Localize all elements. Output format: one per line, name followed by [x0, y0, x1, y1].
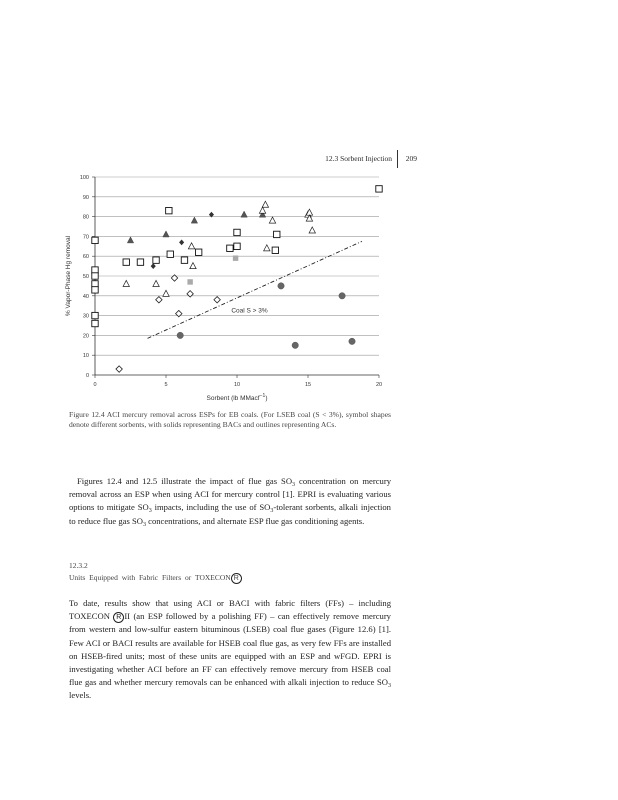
- x-tick-label: 15: [304, 382, 312, 388]
- figure-label: Figure 12.4: [69, 410, 105, 419]
- p2-sub: 3: [387, 683, 391, 690]
- data-point-square-open: [92, 237, 98, 243]
- subsection-title: [69, 573, 242, 584]
- data-point-square-open: [137, 259, 143, 265]
- p1-sub-d: 3: [142, 521, 146, 528]
- p2-text-b: II (an ESP followed by a polishing FF) – can effectively remove mercury from western and low-sulfur eastern bituminous (LSEB) coal flue gases (Figure 12.6) [1]. Few ACI or BACI results are available for HSEB coal flue gas, as very few FFs are installed on HSEB-fired units; most of these units are equipped with an ESP and wFGD. EPRI is investigating whether ACI before an FF can effectively remove mercury from HSEB coal flue gas and whether mercury removals can be enhanced with alkali injection to reduce SO: [69, 611, 391, 688]
- p2-text-c: levels.: [69, 690, 92, 701]
- y-tick-label: 80: [82, 214, 89, 221]
- x-tick-label: 20: [375, 382, 383, 388]
- figure-caption-text: ACI mercury removal across ESPs for EB coals. (For LSEB coal (S < 3%), symbol shapes denote different sorbents, with solids representing BACs and outlines representing ACs.: [69, 410, 392, 429]
- x-tick-label: 0: [93, 382, 97, 388]
- data-point-square-open: [274, 231, 280, 237]
- data-point-square-open: [272, 247, 278, 253]
- y-tick-label: 90: [82, 194, 89, 201]
- running-header: [300, 150, 418, 170]
- p1-sub-b: 3: [148, 508, 152, 515]
- p1-text-d: -tolerant sorbents, alkali injection to reduce flue gas SO: [69, 502, 391, 526]
- data-point-square-open: [195, 249, 201, 255]
- data-point-diamond-open: [214, 297, 220, 303]
- data-point-square-open: [92, 312, 98, 318]
- data-point-circle-filled: [292, 342, 298, 348]
- data-point-diamond-open: [116, 366, 122, 372]
- data-point-square-open: [227, 245, 233, 251]
- data-point-circle-filled: [339, 293, 345, 299]
- registered-mark-icon: R: [231, 573, 242, 584]
- data-point-square-open: [234, 243, 240, 249]
- registered-mark-icon: R: [113, 612, 124, 623]
- data-point-triangle-open: [309, 227, 315, 233]
- data-point-circle-filled: [349, 338, 355, 344]
- data-point-triangle-open: [262, 201, 268, 207]
- data-point-square-open: [234, 229, 240, 235]
- data-point-triangle-filled: [127, 237, 133, 243]
- data-point-diamond-filled: [179, 239, 184, 245]
- x-axis-label-main: Sorbent (lb MMacf: [206, 395, 260, 402]
- x-tick-label: 10: [233, 382, 241, 388]
- body-paragraph-1: [69, 475, 391, 528]
- data-point-triangle-open: [269, 217, 275, 223]
- data-point-triangle-open: [163, 290, 169, 296]
- data-point-triangle-open: [188, 243, 194, 249]
- x-axis-label-sup: −1: [259, 393, 266, 399]
- p1-text-c: impacts, including the use of SO: [151, 502, 271, 513]
- data-point-triangle-filled: [191, 217, 197, 223]
- p1-text-a: Figures 12.4 and 12.5 illustrate the impact of flue gas SO: [77, 476, 293, 486]
- data-point-square-open: [92, 287, 98, 293]
- data-point-square-open: [123, 259, 129, 265]
- data-point-triangle-filled: [241, 211, 247, 217]
- data-point-square-open: [167, 251, 173, 257]
- y-tick-label: 30: [82, 313, 89, 320]
- p1-sub-a: 3: [292, 482, 296, 488]
- data-point-square-open: [376, 186, 382, 192]
- y-tick-label: 50: [82, 274, 89, 280]
- y-tick-label: 70: [82, 234, 89, 241]
- data-point-triangle-open: [259, 207, 265, 213]
- p2-text-a: To date, results show that using ACI or BACI with fabric filters (FFs) – including TOXECON: [69, 598, 391, 622]
- running-header-section: 12.3 Sorbent Injection: [325, 154, 392, 163]
- header-divider: [397, 150, 398, 168]
- body-paragraph-2: [69, 597, 391, 703]
- p1-text-b: concentration on mercury removal across an ESP when using ACI for mercury control [1]. EPRI is evaluating various options to mitigate SO: [69, 476, 392, 513]
- data-point-triangle-open: [123, 280, 129, 286]
- x-axis-label: [207, 393, 268, 402]
- data-point-square-open: [181, 257, 187, 263]
- y-tick-label: 40: [82, 293, 89, 300]
- page-number: 209: [405, 154, 417, 163]
- figure-caption: [69, 410, 391, 430]
- data-point-triangle-open: [264, 245, 270, 251]
- data-point-triangle-filled: [163, 231, 169, 237]
- data-point-square-open: [92, 267, 98, 273]
- data-point-square-open: [92, 273, 98, 279]
- data-point-square-gray: [187, 279, 192, 284]
- p1-text-e: concentrations, and alternate ESP flue gas conditioning agents.: [146, 515, 365, 526]
- data-point-square-open: [166, 207, 172, 213]
- x-axis-label-tail: ): [265, 395, 268, 402]
- x-tick-label: 5: [164, 382, 168, 388]
- chart-ticks: [80, 175, 382, 388]
- data-point-diamond-filled: [151, 263, 156, 269]
- data-point-circle-filled: [278, 283, 284, 289]
- y-tick-label: 0: [85, 373, 89, 379]
- scatter-chart: [58, 168, 398, 408]
- chart-grid: [95, 177, 379, 355]
- chart-annotation: Coal S > 3%: [231, 307, 268, 315]
- data-point-circle-filled: [177, 332, 183, 338]
- data-point-triangle-open: [190, 263, 196, 269]
- chart-points: [92, 186, 382, 373]
- data-point-square-open: [92, 281, 98, 287]
- data-point-square-gray: [233, 255, 238, 260]
- data-point-square-open: [153, 257, 159, 263]
- y-axis-label: % Vapor-Phase Hg removal: [65, 235, 72, 317]
- subsection-number: 12.3.2: [69, 561, 88, 570]
- y-tick-label: 60: [82, 254, 89, 261]
- y-tick-label: 20: [82, 333, 89, 340]
- subsection-title-text: Units Equipped with Fabric Filters or TOXECON: [69, 573, 231, 582]
- data-point-triangle-open: [153, 280, 159, 286]
- data-point-diamond-open: [156, 297, 162, 303]
- data-point-square-open: [92, 320, 98, 326]
- y-tick-label: 10: [82, 353, 89, 360]
- y-tick-label: 100: [79, 175, 89, 181]
- p1-sub-c: 3: [270, 508, 274, 515]
